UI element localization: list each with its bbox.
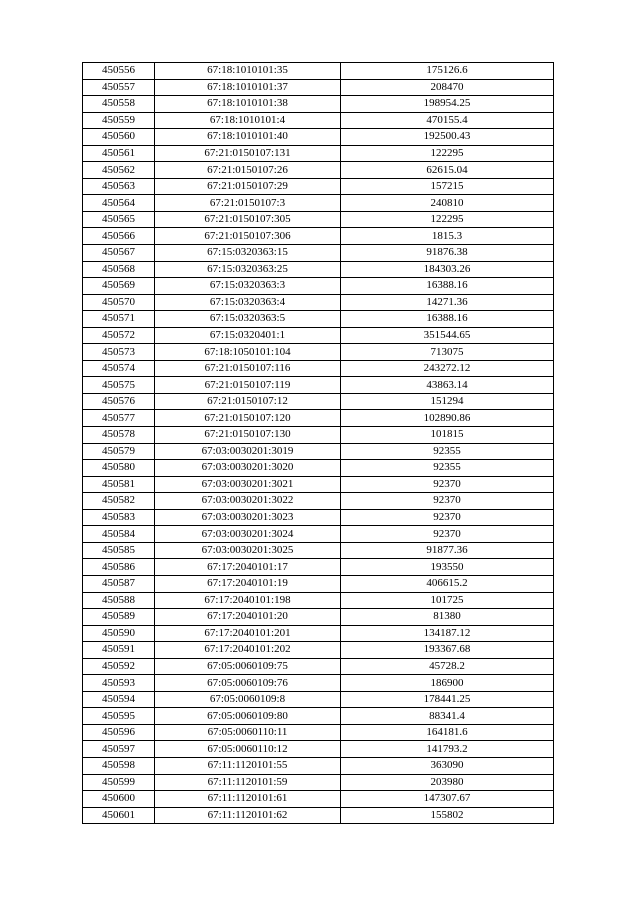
row-number-cell: 450582	[83, 493, 155, 510]
row-number-cell: 450596	[83, 724, 155, 741]
value-cell: 1815.3	[341, 228, 554, 245]
cadastral-number-cell: 67:03:0030201:3024	[155, 526, 341, 543]
table-row	[83, 393, 554, 410]
row-number-cell: 450572	[83, 327, 155, 344]
table-row	[83, 575, 554, 592]
table-row	[83, 542, 554, 559]
row-number-cell: 450577	[83, 410, 155, 427]
cadastral-number-cell: 67:18:1010101:38	[155, 96, 341, 113]
cadastral-number-cell: 67:18:1010101:4	[155, 112, 341, 129]
row-number-cell: 450592	[83, 658, 155, 675]
value-cell: 91877.36	[341, 542, 554, 559]
cadastral-number-cell: 67:18:1050101:104	[155, 344, 341, 361]
table-row	[83, 112, 554, 129]
value-cell: 92370	[341, 526, 554, 543]
value-cell: 192500.43	[341, 129, 554, 146]
cadastral-number-cell: 67:03:0030201:3019	[155, 443, 341, 460]
table-row	[83, 245, 554, 262]
cadastral-number-cell: 67:15:0320363:5	[155, 311, 341, 328]
row-number-cell: 450564	[83, 195, 155, 212]
value-cell: 184303.26	[341, 261, 554, 278]
value-cell: 14271.36	[341, 294, 554, 311]
row-number-cell: 450578	[83, 427, 155, 444]
cadastral-value-table	[82, 62, 554, 824]
table-row	[83, 476, 554, 493]
row-number-cell: 450598	[83, 757, 155, 774]
row-number-cell: 450600	[83, 791, 155, 808]
value-cell: 351544.65	[341, 327, 554, 344]
value-cell: 470155.4	[341, 112, 554, 129]
table-row	[83, 757, 554, 774]
cadastral-number-cell: 67:15:0320363:15	[155, 245, 341, 262]
row-number-cell: 450557	[83, 79, 155, 96]
row-number-cell: 450567	[83, 245, 155, 262]
value-cell: 92370	[341, 509, 554, 526]
value-cell: 62615.04	[341, 162, 554, 179]
cadastral-number-cell: 67:18:1010101:37	[155, 79, 341, 96]
table-row	[83, 410, 554, 427]
value-cell: 157215	[341, 178, 554, 195]
table-row	[83, 63, 554, 80]
cadastral-number-cell: 67:03:0030201:3025	[155, 542, 341, 559]
value-cell: 134187.12	[341, 625, 554, 642]
table-row	[83, 592, 554, 609]
cadastral-number-cell: 67:17:2040101:202	[155, 642, 341, 659]
cadastral-number-cell: 67:21:0150107:305	[155, 211, 341, 228]
cadastral-number-cell: 67:11:1120101:61	[155, 791, 341, 808]
row-number-cell: 450565	[83, 211, 155, 228]
table-row	[83, 377, 554, 394]
cadastral-number-cell: 67:17:2040101:20	[155, 609, 341, 626]
table-row	[83, 559, 554, 576]
value-cell: 101725	[341, 592, 554, 609]
table-row	[83, 360, 554, 377]
cadastral-number-cell: 67:03:0030201:3020	[155, 460, 341, 477]
value-cell: 193367.68	[341, 642, 554, 659]
row-number-cell: 450558	[83, 96, 155, 113]
cadastral-number-cell: 67:11:1120101:55	[155, 757, 341, 774]
table-row	[83, 807, 554, 824]
cadastral-number-cell: 67:11:1120101:62	[155, 807, 341, 824]
row-number-cell: 450594	[83, 691, 155, 708]
row-number-cell: 450570	[83, 294, 155, 311]
row-number-cell: 450599	[83, 774, 155, 791]
row-number-cell: 450563	[83, 178, 155, 195]
row-number-cell: 450580	[83, 460, 155, 477]
table-row	[83, 791, 554, 808]
row-number-cell: 450559	[83, 112, 155, 129]
value-cell: 92370	[341, 476, 554, 493]
value-cell: 92355	[341, 460, 554, 477]
table-row	[83, 460, 554, 477]
row-number-cell: 450595	[83, 708, 155, 725]
value-cell: 198954.25	[341, 96, 554, 113]
row-number-cell: 450601	[83, 807, 155, 824]
row-number-cell: 450562	[83, 162, 155, 179]
row-number-cell: 450556	[83, 63, 155, 80]
cadastral-number-cell: 67:05:0060109:75	[155, 658, 341, 675]
value-cell: 45728.2	[341, 658, 554, 675]
cadastral-number-cell: 67:18:1010101:40	[155, 129, 341, 146]
cadastral-number-cell: 67:11:1120101:59	[155, 774, 341, 791]
table-row	[83, 609, 554, 626]
cadastral-number-cell: 67:17:2040101:198	[155, 592, 341, 609]
row-number-cell: 450597	[83, 741, 155, 758]
row-number-cell: 450575	[83, 377, 155, 394]
cadastral-number-cell: 67:05:0060109:76	[155, 675, 341, 692]
cadastral-number-cell: 67:05:0060110:12	[155, 741, 341, 758]
row-number-cell: 450568	[83, 261, 155, 278]
cadastral-number-cell: 67:21:0150107:306	[155, 228, 341, 245]
value-cell: 178441.25	[341, 691, 554, 708]
value-cell: 16388.16	[341, 311, 554, 328]
table-row	[83, 228, 554, 245]
cadastral-number-cell: 67:21:0150107:116	[155, 360, 341, 377]
row-number-cell: 450587	[83, 575, 155, 592]
value-cell: 406615.2	[341, 575, 554, 592]
table-row	[83, 509, 554, 526]
cadastral-number-cell: 67:05:0060109:8	[155, 691, 341, 708]
row-number-cell: 450566	[83, 228, 155, 245]
table-row	[83, 195, 554, 212]
cadastral-number-cell: 67:17:2040101:19	[155, 575, 341, 592]
table-row	[83, 443, 554, 460]
value-cell: 240810	[341, 195, 554, 212]
cadastral-number-cell: 67:21:0150107:119	[155, 377, 341, 394]
cadastral-number-cell: 67:15:0320363:3	[155, 278, 341, 295]
cadastral-number-cell: 67:05:0060110:11	[155, 724, 341, 741]
table-row	[83, 427, 554, 444]
cadastral-number-cell: 67:15:0320363:4	[155, 294, 341, 311]
row-number-cell: 450576	[83, 393, 155, 410]
table-row	[83, 642, 554, 659]
cadastral-number-cell: 67:18:1010101:35	[155, 63, 341, 80]
value-cell: 363090	[341, 757, 554, 774]
value-cell: 203980	[341, 774, 554, 791]
value-cell: 101815	[341, 427, 554, 444]
value-cell: 92355	[341, 443, 554, 460]
row-number-cell: 450591	[83, 642, 155, 659]
table-row	[83, 344, 554, 361]
value-cell: 16388.16	[341, 278, 554, 295]
row-number-cell: 450573	[83, 344, 155, 361]
row-number-cell: 450586	[83, 559, 155, 576]
table-row	[83, 178, 554, 195]
cadastral-number-cell: 67:05:0060109:80	[155, 708, 341, 725]
value-cell: 193550	[341, 559, 554, 576]
table-row	[83, 724, 554, 741]
cadastral-number-cell: 67:21:0150107:130	[155, 427, 341, 444]
row-number-cell: 450561	[83, 145, 155, 162]
table-row	[83, 774, 554, 791]
row-number-cell: 450588	[83, 592, 155, 609]
table-row	[83, 129, 554, 146]
table-row	[83, 79, 554, 96]
value-cell: 713075	[341, 344, 554, 361]
cadastral-number-cell: 67:03:0030201:3023	[155, 509, 341, 526]
cadastral-number-cell: 67:15:0320363:25	[155, 261, 341, 278]
table-row	[83, 526, 554, 543]
cadastral-number-cell: 67:21:0150107:26	[155, 162, 341, 179]
table-row	[83, 278, 554, 295]
row-number-cell: 450579	[83, 443, 155, 460]
cadastral-number-cell: 67:17:2040101:17	[155, 559, 341, 576]
table-row	[83, 96, 554, 113]
cadastral-number-cell: 67:21:0150107:3	[155, 195, 341, 212]
row-number-cell: 450584	[83, 526, 155, 543]
row-number-cell: 450589	[83, 609, 155, 626]
value-cell: 122295	[341, 145, 554, 162]
cadastral-number-cell: 67:17:2040101:201	[155, 625, 341, 642]
cadastral-number-cell: 67:21:0150107:29	[155, 178, 341, 195]
value-cell: 243272.12	[341, 360, 554, 377]
table-row	[83, 625, 554, 642]
table-row	[83, 311, 554, 328]
value-cell: 102890.86	[341, 410, 554, 427]
cadastral-number-cell: 67:21:0150107:131	[155, 145, 341, 162]
row-number-cell: 450590	[83, 625, 155, 642]
table-row	[83, 658, 554, 675]
row-number-cell: 450585	[83, 542, 155, 559]
cadastral-number-cell: 67:03:0030201:3022	[155, 493, 341, 510]
row-number-cell: 450569	[83, 278, 155, 295]
table-body	[83, 63, 554, 824]
row-number-cell: 450560	[83, 129, 155, 146]
table-row	[83, 327, 554, 344]
table-row	[83, 294, 554, 311]
value-cell: 81380	[341, 609, 554, 626]
table-row	[83, 741, 554, 758]
table-row	[83, 691, 554, 708]
value-cell: 147307.67	[341, 791, 554, 808]
table-row	[83, 162, 554, 179]
value-cell: 92370	[341, 493, 554, 510]
value-cell: 155802	[341, 807, 554, 824]
row-number-cell: 450571	[83, 311, 155, 328]
value-cell: 186900	[341, 675, 554, 692]
row-number-cell: 450593	[83, 675, 155, 692]
table-row	[83, 675, 554, 692]
cadastral-number-cell: 67:21:0150107:120	[155, 410, 341, 427]
table-row	[83, 145, 554, 162]
value-cell: 164181.6	[341, 724, 554, 741]
table-row	[83, 261, 554, 278]
cadastral-number-cell: 67:21:0150107:12	[155, 393, 341, 410]
value-cell: 91876.38	[341, 245, 554, 262]
row-number-cell: 450581	[83, 476, 155, 493]
table-row	[83, 493, 554, 510]
value-cell: 122295	[341, 211, 554, 228]
table-row	[83, 211, 554, 228]
value-cell: 208470	[341, 79, 554, 96]
value-cell: 151294	[341, 393, 554, 410]
cadastral-number-cell: 67:15:0320401:1	[155, 327, 341, 344]
value-cell: 43863.14	[341, 377, 554, 394]
cadastral-number-cell: 67:03:0030201:3021	[155, 476, 341, 493]
value-cell: 141793.2	[341, 741, 554, 758]
row-number-cell: 450574	[83, 360, 155, 377]
row-number-cell: 450583	[83, 509, 155, 526]
value-cell: 88341.4	[341, 708, 554, 725]
value-cell: 175126.6	[341, 63, 554, 80]
table-row	[83, 708, 554, 725]
